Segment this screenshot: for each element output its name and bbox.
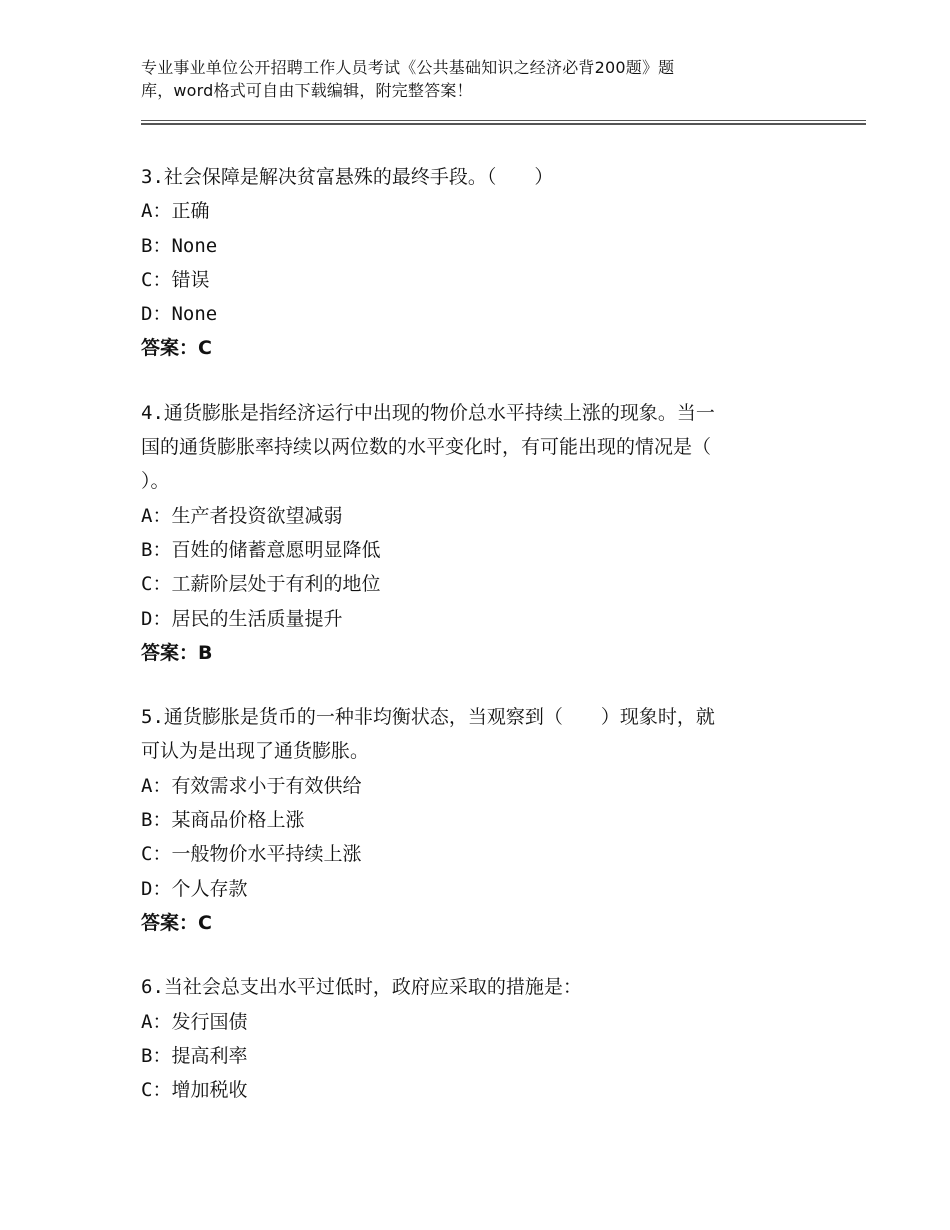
option-b: B：提高利率 bbox=[141, 1044, 248, 1067]
question-3 bbox=[141, 160, 801, 366]
question-5 bbox=[141, 700, 801, 940]
header-line-2: 库，word格式可自由下载编辑，附完整答案！ bbox=[141, 81, 473, 100]
option-b: B：某商品价格上涨 bbox=[141, 809, 305, 832]
document-header bbox=[141, 56, 781, 102]
question-list bbox=[141, 160, 801, 1137]
answer-label: 答案：C bbox=[141, 911, 212, 934]
option-c: C：错误 bbox=[141, 268, 210, 291]
option-a: A：有效需求小于有效供给 bbox=[141, 774, 362, 797]
option-b: B：None bbox=[141, 234, 218, 257]
question-stem: 6.当社会总支出水平过低时，政府应采取的措施是： bbox=[141, 976, 582, 999]
header-divider bbox=[141, 120, 866, 125]
option-c: C：一般物价水平持续上涨 bbox=[141, 843, 362, 866]
option-d: D：居民的生活质量提升 bbox=[141, 607, 343, 630]
option-a: A：生产者投资欲望减弱 bbox=[141, 504, 343, 527]
question-stem-line-2: 可认为是出现了通货膨胀。 bbox=[141, 740, 370, 763]
option-a: A：正确 bbox=[141, 200, 210, 223]
question-stem-line-2: 国的通货膨胀率持续以两位数的水平变化时，有可能出现的情况是（ bbox=[141, 436, 712, 459]
question-stem: 3.社会保障是解决贫富悬殊的最终手段。（ ） bbox=[141, 166, 554, 188]
option-d: D：个人存款 bbox=[141, 877, 248, 900]
question-stem-line-1: 5.通货膨胀是货币的一种非均衡状态，当观察到（ ）现象时，就 bbox=[141, 706, 715, 729]
option-b: B：百姓的储蓄意愿明显降低 bbox=[141, 538, 381, 561]
question-stem-line-1: 4.通货膨胀是指经济运行中出现的物价总水平持续上涨的现象。当一 bbox=[141, 401, 715, 424]
header-line-1: 专业事业单位公开招聘工作人员考试《公共基础知识之经济必背200题》题 bbox=[141, 58, 675, 77]
answer-label: 答案：C bbox=[141, 337, 212, 360]
question-stem-line-3: ）。 bbox=[141, 470, 170, 493]
question-6 bbox=[141, 970, 801, 1107]
option-d: D：None bbox=[141, 303, 218, 326]
answer-label: 答案：B bbox=[141, 641, 213, 664]
option-c: C：工薪阶层处于有利的地位 bbox=[141, 573, 381, 596]
question-4 bbox=[141, 396, 801, 670]
option-a: A：发行国债 bbox=[141, 1010, 248, 1033]
option-c: C：增加税收 bbox=[141, 1079, 248, 1102]
